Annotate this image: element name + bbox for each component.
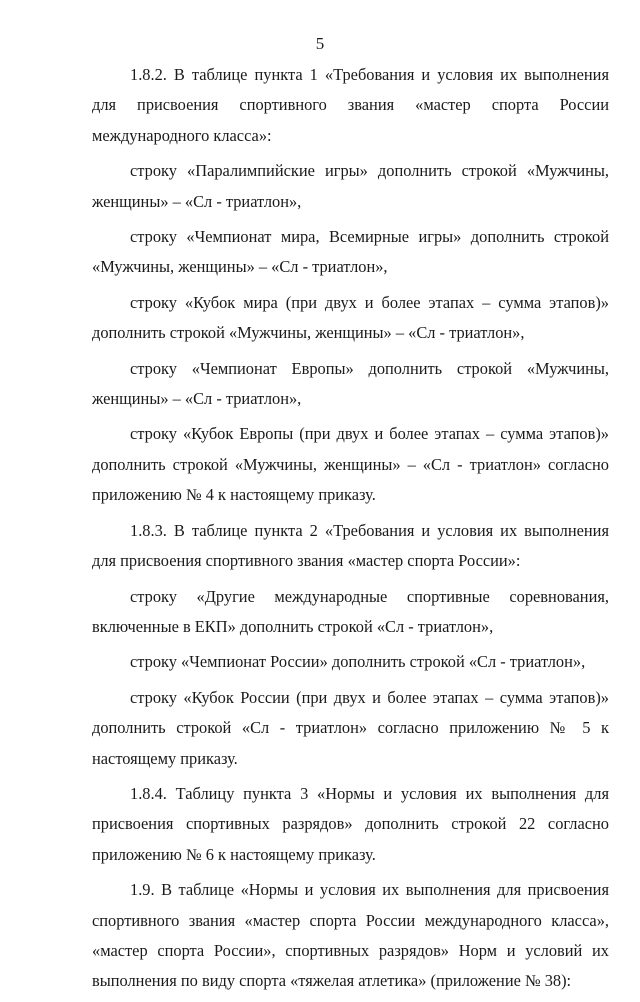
paragraph-1-8-2: 1.8.2. В таблице пункта 1 «Требования и условия их выполнения для присвоения спортивного звания «мастер спорта России международного класса»: (92, 65, 609, 145)
paragraph-international-competitions: строку «Другие международные спортивные соревнования, включенные в ЕКП» дополнить строкой «Сл - триатлон», (92, 586, 609, 636)
paragraph-1-9: 1.9. В таблице «Нормы и условия их выполнения для присвоения спортивного звания «мастер спорта России международного класса», «мастер спорта России», спортивных разрядов» Норм и условий их выполнения по виду спорта «тяжелая атлетика» (приложение № 38): (92, 880, 609, 991)
paragraph-1-8-3: 1.8.3. В таблице пункта 2 «Требования и условия их выполнения для присвоения спортивного звания «мастер спорта России»: (92, 520, 609, 571)
page-number: 5 (315, 34, 325, 53)
paragraph-paralympic-games: строку «Паралимпийские игры» дополнить строкой «Мужчины, женщины» – «Сл - триатлон», (92, 161, 609, 211)
paragraph-world-cup: строку «Кубок мира (при двух и более этапах – сумма этапов)» дополнить строкой «Мужчины, женщины» – «Сл - триатлон», (92, 292, 609, 343)
paragraph-world-championship: строку «Чемпионат мира, Всемирные игры» дополнить строкой «Мужчины, женщины» – «Сл - триатлон», (92, 227, 609, 277)
paragraph-russia-cup: строку «Кубок России (при двух и более этапах – сумма этапов)» дополнить строкой «Сл - триатлон» согласно приложению № 5 к настоящему приказу. (92, 687, 609, 768)
paragraph-1-8-4: 1.8.4. Таблицу пункта 3 «Нормы и условия их выполнения для присвоения спортивных разрядов» дополнить строкой 22 согласно приложению № 6 к настоящему приказу. (92, 783, 609, 864)
paragraph-russia-championship: строку «Чемпионат России» дополнить строкой «Сл - триатлон», (130, 652, 586, 672)
document-body (92, 60, 609, 1002)
paragraph-european-championship: строку «Чемпионат Европы» дополнить строкой «Мужчины, женщины» – «Сл - триатлон», (92, 358, 609, 409)
paragraph-european-cup: строку «Кубок Европы (при двух и более этапах – сумма этапов)» дополнить строкой «Мужчины, женщины» – «Сл - триатлон» согласно приложению № 4 к настоящему приказу. (92, 424, 609, 505)
